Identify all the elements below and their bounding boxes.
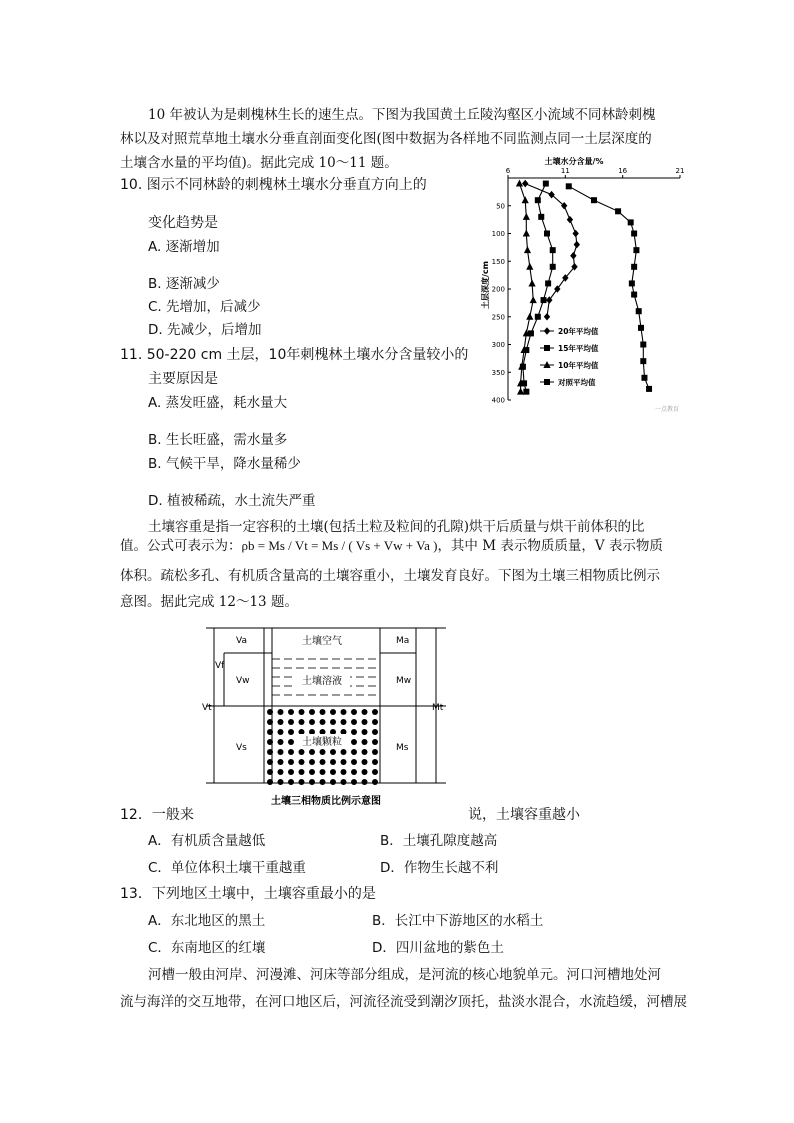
soil-particle <box>299 749 305 755</box>
chart-data-point <box>523 347 529 353</box>
soil-particle <box>372 759 378 765</box>
soil-particle <box>299 769 305 775</box>
chart-data-point <box>631 231 637 237</box>
soil-particle <box>320 719 326 725</box>
question-10-option-c[interactable]: C. 先增加，后减少 <box>148 299 261 315</box>
soil-particle <box>267 749 273 755</box>
intro-text-line: 土壤容重是指一定容积的土壤(包括土粒及粒间的孔隙)烘干后质量与烘干前体积的比 <box>148 519 645 535</box>
soil-particle <box>330 769 336 775</box>
chart-data-point <box>520 364 526 370</box>
soil-particle <box>267 719 273 725</box>
label-ma: Ma <box>396 636 410 646</box>
soil-particle <box>278 769 284 775</box>
soil-particle <box>288 739 294 745</box>
question-10-stem: 10. 图示不同林龄的刺槐林土壤水分垂直方向上的 <box>120 177 427 193</box>
soil-particle <box>330 709 336 715</box>
question-13-stem: 13．下列地区土壤中，土壤容重最小的是 <box>120 886 376 902</box>
chart-y-tick-label: 50 <box>496 202 505 211</box>
chart-x-tick-label: 21 <box>675 167 685 175</box>
chart-data-point <box>641 375 647 381</box>
soil-particle <box>278 749 284 755</box>
chart-data-point <box>591 197 597 203</box>
soil-particle <box>320 709 326 715</box>
label-ms: Ms <box>396 743 409 753</box>
chart-legend-label: 10年平均值 <box>558 361 599 370</box>
soil-particle <box>309 719 315 725</box>
chart-data-point <box>646 386 652 392</box>
chart-data-point <box>528 279 535 286</box>
chart-y-tick-label: 200 <box>491 285 505 294</box>
soil-particle <box>362 729 368 735</box>
intro-text-line: 体积。疏松多孔、有机质含量高的土壤容重小，土壤发育良好。下图为土壤三相物质比例示 <box>120 568 660 584</box>
soil-three-phase-diagram <box>196 626 456 811</box>
soil-particle <box>341 759 347 765</box>
soil-particle <box>351 709 357 715</box>
chart-data-point <box>544 231 550 237</box>
soil-particle <box>267 769 273 775</box>
soil-particle <box>309 749 315 755</box>
chart-data-point <box>570 252 576 260</box>
chart-data-point <box>541 297 547 303</box>
soil-particle <box>362 709 368 715</box>
soil-particle <box>351 749 357 755</box>
soil-particle <box>351 739 357 745</box>
soil-particle <box>278 739 284 745</box>
intro-text-segment: 值。公式可表示为： <box>120 538 242 554</box>
question-10-stem-cont: 变化趋势是 <box>148 215 218 231</box>
question-11-option-b[interactable]: B. 生长旺盛，需水量多 <box>148 432 288 448</box>
chart-title: 土壤水分含量/% <box>544 157 604 166</box>
chart-data-point <box>574 241 580 249</box>
soil-particle <box>372 769 378 775</box>
chart-legend-label: 20年平均值 <box>558 327 599 336</box>
question-11-option-a[interactable]: A. 蒸发旺盛，耗水量大 <box>148 395 288 411</box>
soil-particle <box>330 759 336 765</box>
chart-data-point <box>523 389 529 395</box>
intro-text-line: 河槽一般由河岸、河漫滩、河床等部分组成，是河流的核心地貌单元。河口河槽地处河 <box>148 967 661 983</box>
chart-data-point <box>631 292 637 298</box>
chart-series-line <box>569 186 649 389</box>
soil-particle <box>288 749 294 755</box>
soil-particle <box>362 749 368 755</box>
soil-particle <box>362 759 368 765</box>
chart-data-point <box>572 230 578 238</box>
question-11-stem: 11. 50-220 cm 土层，10年刺槐林土壤水分含量较小的 <box>120 347 469 363</box>
soil-particle <box>341 769 347 775</box>
question-12-stem-cont: 说，土壤容重越小 <box>468 807 580 823</box>
chart-data-point <box>567 216 573 224</box>
soil-particle <box>341 749 347 755</box>
label-vf: Vf <box>215 661 225 671</box>
chart-data-point <box>548 191 554 199</box>
chart-data-point <box>633 247 639 253</box>
soil-particle <box>372 719 378 725</box>
soil-particle <box>330 719 336 725</box>
soil-particle <box>278 719 284 725</box>
label-mt: Mt <box>432 703 444 713</box>
soil-particles-label: 土壤颗粒 <box>302 737 342 748</box>
chart-x-tick-label: 6 <box>505 167 511 175</box>
question-12-option-c[interactable]: C．单位体积土壤干重越重 <box>148 860 306 876</box>
soil-particle <box>288 759 294 765</box>
chart-data-point <box>517 388 524 395</box>
soil-particle <box>351 729 357 735</box>
soil-particle <box>330 749 336 755</box>
soil-particle <box>267 779 273 785</box>
chart-data-point <box>516 180 523 187</box>
chart-data-point <box>535 197 541 203</box>
soil-particle <box>372 709 378 715</box>
question-11-stem-cont: 主要原因是 <box>148 371 218 387</box>
chart-data-point <box>636 308 642 314</box>
question-11-option-d[interactable]: D. 植被稀疏，水土流失严重 <box>148 493 316 509</box>
intro-text-line: 流与海洋的交互地带，在河口地区后，河流径流受到潮汐顶托，盐淡水混合，水流趋缓，河槽展 <box>120 994 687 1010</box>
chart-data-point <box>545 280 551 286</box>
chart-data-point <box>522 196 529 203</box>
soil-particle <box>278 779 284 785</box>
soil-particle <box>309 779 315 785</box>
question-13-option-c[interactable]: C．东南地区的红壤 <box>148 940 266 956</box>
soil-particle <box>278 759 284 765</box>
chart-data-point <box>640 358 646 364</box>
soil-solution-label: 土壤溶液 <box>302 676 342 687</box>
chart-data-point <box>521 380 527 386</box>
question-13-option-d[interactable]: D．四川盆地的紫色土 <box>372 940 504 956</box>
soil-particle <box>299 719 305 725</box>
soil-particle <box>309 759 315 765</box>
chart-series-line <box>523 184 553 392</box>
chart-data-point <box>526 313 533 320</box>
soil-particle <box>351 719 357 725</box>
chart-data-point <box>522 180 528 188</box>
chart-data-point <box>530 296 537 303</box>
chart-legend-label: 15年平均值 <box>558 344 599 353</box>
soil-particle <box>267 729 273 735</box>
question-12-option-d[interactable]: D．作物生长越不利 <box>380 860 499 876</box>
soil-particle <box>309 709 315 715</box>
label-vs: Vs <box>236 743 247 753</box>
soil-particle <box>362 769 368 775</box>
soil-particle <box>341 709 347 715</box>
chart-legend-marker <box>544 379 550 385</box>
soil-particle <box>341 719 347 725</box>
intro-text-line: 意图。据此完成 12～13 题。 <box>120 594 298 610</box>
soil-particle <box>288 779 294 785</box>
chart-data-point <box>526 263 533 270</box>
chart-data-point <box>535 314 541 320</box>
soil-particle <box>267 739 273 745</box>
soil-particle <box>320 769 326 775</box>
soil-particle <box>362 739 368 745</box>
soil-particle <box>372 739 378 745</box>
question-10-option-a[interactable]: A. 逐渐增加 <box>148 239 220 255</box>
chart-y-tick-label: 400 <box>491 396 505 405</box>
chart-y-tick-label: 250 <box>491 313 505 322</box>
soil-particle <box>299 779 305 785</box>
chart-legend-marker <box>544 345 550 351</box>
soil-particle <box>372 749 378 755</box>
soil-particle <box>288 769 294 775</box>
chart-data-point <box>543 181 549 187</box>
chart-data-point <box>538 214 544 220</box>
label-vt: Vt <box>202 703 212 713</box>
chart-x-tick-label: 11 <box>560 167 570 175</box>
chart-watermark: 一点教育 <box>654 406 680 413</box>
chart-data-point <box>566 183 572 189</box>
soil-particle <box>299 759 305 765</box>
chart-data-point <box>544 313 550 321</box>
diagram-caption: 土壤三相物质比例示意图 <box>271 796 381 807</box>
question-13-option-b[interactable]: B．长江中下游地区的水稻土 <box>372 913 544 929</box>
intro-text-line: 土壤含水量的平均值)。据此完成 10～11 题。 <box>120 155 398 171</box>
chart-x-tick-label: 16 <box>618 167 628 175</box>
intro-text-line: 10 年被认为是刺槐林生长的速生点。下图为我国黄土丘陵沟壑区小流域不同林龄刺槐 <box>148 107 656 123</box>
chart-data-point <box>528 330 534 336</box>
soil-particle <box>309 769 315 775</box>
soil-particle <box>341 779 347 785</box>
soil-particle <box>372 779 378 785</box>
chart-y-tick-label: 300 <box>491 341 505 349</box>
soil-particle <box>320 749 326 755</box>
question-12-stem: 12．一般来 <box>120 807 194 823</box>
soil-particle <box>288 719 294 725</box>
soil-particle <box>351 759 357 765</box>
soil-particle <box>362 779 368 785</box>
soil-particle <box>351 779 357 785</box>
chart-data-point <box>524 246 531 253</box>
chart-data-point <box>523 213 530 220</box>
question-10-option-b[interactable]: B. 逐渐减少 <box>148 276 220 292</box>
soil-particle <box>320 759 326 765</box>
question-13-option-a[interactable]: A．东北地区的黑土 <box>148 913 266 929</box>
chart-y-tick-label: 100 <box>491 230 505 238</box>
chart-data-point <box>615 208 621 214</box>
soil-particle <box>351 769 357 775</box>
soil-particle <box>267 709 273 715</box>
label-mw: Mw <box>396 676 412 686</box>
chart-data-point <box>629 280 635 286</box>
soil-moisture-chart <box>481 157 692 420</box>
soil-particle <box>267 759 273 765</box>
density-formula: ρb = Ms / Vt = Ms / ( Vs + Vw + Va ) <box>241 538 438 553</box>
intro-text-line <box>120 537 663 555</box>
soil-particle <box>299 709 305 715</box>
chart-y-tick-label: 150 <box>491 257 505 266</box>
chart-data-point <box>550 247 556 253</box>
chart-ylabel: 土层深度/cm <box>481 261 490 309</box>
soil-particle <box>278 709 284 715</box>
soil-particle <box>320 779 326 785</box>
soil-particle <box>362 719 368 725</box>
chart-data-point <box>523 230 530 237</box>
chart-data-point <box>638 325 644 331</box>
question-12-option-b[interactable]: B．土壤孔隙度越高 <box>380 833 498 849</box>
question-10-option-d[interactable]: D. 先减少，后增加 <box>148 322 262 338</box>
chart-legend-marker <box>544 327 550 335</box>
chart-data-point <box>550 264 556 270</box>
question-11-option-c[interactable]: B. 气候干旱，降水量稀少 <box>148 456 301 472</box>
chart-y-tick-label: 350 <box>491 368 505 377</box>
question-12-option-a[interactable]: A．有机质含量越低 <box>148 833 266 849</box>
intro-text-segment: ，其中 M 表示物质质量，V 表示物质 <box>437 538 663 554</box>
soil-particle <box>330 779 336 785</box>
soil-particle <box>288 709 294 715</box>
intro-text-line: 林以及对照荒草地土壤水分垂直剖面变化图(图中数据为各样地不同监测点同一土层深度的 <box>120 131 652 147</box>
chart-data-point <box>640 342 646 348</box>
soil-particle <box>288 729 294 735</box>
soil-particle <box>372 729 378 735</box>
label-va: Va <box>236 636 247 646</box>
chart-legend-label: 对照平均值 <box>558 378 596 387</box>
label-vw: Vw <box>236 676 250 686</box>
chart-data-point <box>628 219 634 225</box>
soil-air-label: 土壤空气 <box>302 636 342 647</box>
soil-particle <box>278 729 284 735</box>
chart-data-point <box>631 264 637 270</box>
